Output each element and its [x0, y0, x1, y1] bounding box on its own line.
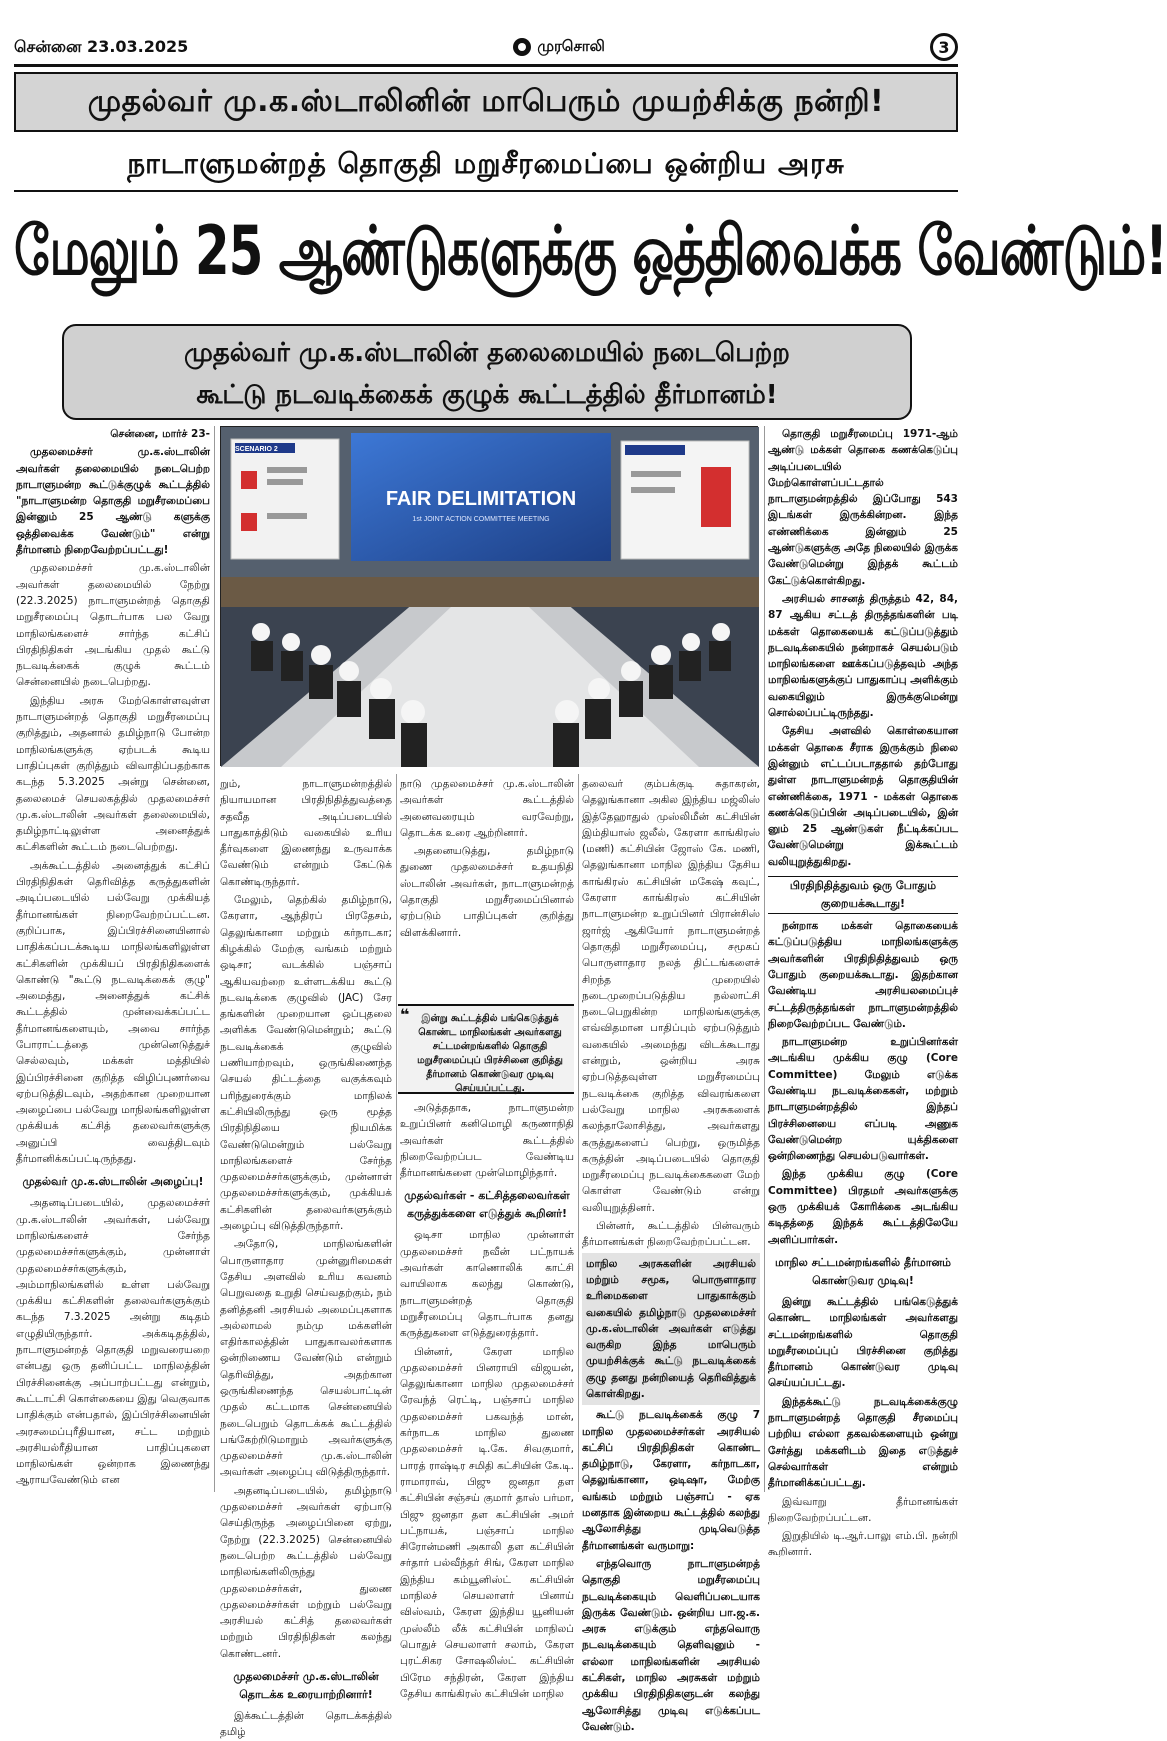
paragraph: இக்கூட்டத்தின் தொடக்கத்தில் தமிழ் — [220, 1710, 392, 1739]
headline-strap: நாடாளுமன்றத் தொகுதி மறுசீரமைப்பை ஒன்றிய அரசு — [127, 147, 845, 180]
paper-title: முரசொலி — [537, 37, 605, 55]
paragraph: பின்னர், கூட்டத்தில் பின்வரும் தீர்மானங்கள் நிறைவேற்றப்பட்டன. — [582, 1220, 760, 1249]
paragraph: முதலமைச்சர் மு.க.ஸ்டாலின் அவர்கள் தலைமையில் நேற்று (22.3.2025) நாடாளுமன்றத் தொகுதி மறுசீரமைப்பு தொடர்பாக பல வேறு மாநிலங்களைச் சார்ந்த கட்சிப் பிரதிநிதிகள் அடங்கிய முதல் கூட்டு நடவடிக்கைக் குழுக் கூட்டம் சென்னையில் நடைபெற்றது. — [16, 562, 210, 689]
quote-mark-icon: ❝ — [400, 1005, 410, 1024]
subheading: பிரதிநிதித்துவம் ஒரு போதும் குறையக்கூடாது! — [768, 876, 958, 914]
screen-subtitle: 1st JOINT ACTION COMMITTEE MEETING — [412, 516, 550, 523]
meeting-photo-illustration — [221, 427, 759, 767]
newspaper-logo-icon — [513, 38, 531, 56]
edition-date: சென்னை 23.03.2025 — [14, 36, 189, 56]
headline-box-line-1: முதல்வர் மு.க.ஸ்டாலின் தலைமையில் நடைபெற்ற — [183, 338, 791, 368]
article-column-1 — [16, 426, 210, 1492]
paragraph: இந்தக்கூட்டு நடவடிக்கைக்குழு நாடாளுமன்றத் தொகுதி சீரமைப்பு பற்றிய எல்லா தகவல்களையும் ஒன்று சேர்த்து மக்களிடம் இதை எடுத்துச் செல்வார்கள் என்றும் தீர்மானிக்கப்பட்டது. — [768, 1395, 958, 1490]
subheading: மாநில சட்டமன்றங்களில் தீர்மானம் கொண்டுவர முடிவு! — [774, 1255, 952, 1287]
paragraph: அதனடிப்படையில், முதலமைச்சர் மு.க.ஸ்டாலின் அவர்கள், பல்வேறு மாநிலங்களைச் சேர்ந்த முதலமைச்சர்களுக்கும், முன்னாள் முதலமைச்சர்களுக்கும், அம்மாநிலங்களில் உள்ள பல்வேறு முக்கிய கட்சிகளின் தலைவர்களுக்கும் கடந்த 7.3.2025 அன்று கடிதம் எழுதியிருந்தார். அக்கடிதத்தில், நாடாளுமன்றத் தொகுதி மறுவரையறை என்பது ஒரு தனிப்பட்ட மாநிலத்தின் பிரச்சினைக்கு அப்பாற்பட்டது என்றும், கூட்டாட்சி கொள்கையை இது வெகுவாக பாதிக்கும் என்பதால், இப்பிரச்சினையின் அரசமைப்புரீதியான, சட்ட மற்றும் அரசியல்ரீதியான பாதிப்புகளை மாநிலங்கள் ஒன்றாக இணைந்து ஆராயவேண்டும் என — [16, 1197, 210, 1487]
paragraph: றும், நாடாளுமன்றத்தில் நியாயமான பிரதிநிதித்துவத்தை சதவீத அடிப்படையில் பாதுகாத்திடும் வகையில் உரிய தீர்வுகளை இணைந்து உருவாக்க வேண்டும் என்றும் கேட்டுக் கொண்டிருந்தார். — [220, 778, 392, 888]
article-column-2 — [220, 776, 392, 1739]
paper-name — [188, 37, 930, 57]
headline-thanks: முதல்வர் மு.க.ஸ்டாலினின் மாபெரும் முயற்சிக்கு நன்றி! — [14, 72, 958, 132]
headline-box — [62, 324, 912, 420]
column-divider — [396, 774, 397, 1492]
column-divider — [764, 426, 765, 1492]
article-column-3-top — [400, 776, 574, 998]
paragraph: இந்திய அரசு மேற்கொள்ளவுள்ள நாடாளுமன்றத் தொகுதி மறுசீரமைப்பு குறித்தும், அதனால் தமிழ்நாடு போன்ற மாநிலங்களுக்கு ஏற்படக் கூடிய பாதிப்புகள் குறித்தும் விவாதிப்பதற்காக கடந்த 5.3.2025 அன்று சென்னை, தலைமைச் செயலகத்தில் முதலமைச்சர் மு.க.ஸ்டாலின் அவர்கள் தலைமையில், தமிழ்நாட்டிலுள்ள அனைத்துக் கட்சிகளின் கூட்டம் நடைபெற்றது. — [16, 694, 210, 854]
column-divider — [214, 426, 215, 1492]
pull-quote-text: இன்று கூட்டத்தில் பங்கெடுத்துக் கொண்ட மாநிலங்கள் அவர்களது சட்டமன்றங்களில் தொகுதி மறுசீரமைப்புப் பிரச்சினை குறித்து தீர்மானம் கொண்டுவர முடிவு செய்யப்பட்டது. — [417, 1013, 563, 1094]
paragraph: நன்றாக மக்கள் தொகையைக் கட்டுப்படுத்திய மாநிலங்களுக்கு அவர்களின் பிரதிநிதித்துவம் ஒரு போதும் குறையக்கூடாது. இதற்கான வேண்டிய அரசியலமைப்புச் சட்டத்திருத்தங்கள் நாடாளுமன்றத்தில் நிறைவேற்றப்பட வேண்டும். — [768, 920, 958, 1030]
paragraph: நாடாளுமன்ற உறுப்பினர்கள் அடங்கிய முக்கிய குழு (Core Committee) மேலும் எடுக்க வேண்டிய நடவடிக்கைகள், மற்றும் நாடாளுமன்றத்தில் இந்தப் பிரச்சினையை எப்படி அணுக வேண்டுமென்ற யுக்திகளை ஒன்றிணைந்து செயல்படுவார்கள். — [768, 1036, 958, 1163]
article-column-4 — [582, 776, 760, 1733]
paragraph: இவ்வாறு தீர்மானங்கள் நிறைவேற்றப்பட்டன. — [768, 1495, 958, 1524]
resolution-2: கூட்டு நடவடிக்கைக் குழு 7 மாநில முதலமைச்சர்கள் அரசியல் கட்சிப் பிரதிநிதிகள் கொண்ட தமிழ்நாடு, கேரளா, கர்நாடகா, தெலுங்கானா, ஒடிஷா, மேற்கு வங்கம் மற்றும் பஞ்சாப் - ஏக மனதாக இன்றைய கூட்டத்தில் கலந்து ஆலோசித்து முடிவெடுத்த தீர்மானங்கள் வருமாறு: — [582, 1409, 760, 1552]
paragraph: இன்று கூட்டத்தில் பங்கெடுத்துக் கொண்ட மாநிலங்கள் அவர்களது சட்டமன்றங்களில் தொகுதி மறுசீரமைப்புப் பிரச்சினை குறித்து தீர்மானம் கொண்டுவர முடிவு செய்யப்பட்டது. — [768, 1295, 958, 1390]
scenario-label: SCENARIO 2 — [235, 446, 278, 453]
paragraph: இறுதியில் டி.ஆர்.பாலு எம்.பி. நன்றி கூறினார். — [768, 1530, 958, 1559]
meeting-photo — [220, 426, 758, 766]
dateline: சென்னை, மார்ச் 23- — [110, 428, 210, 440]
resolution-1: மாநில அரசுகளின் அரசியல் மற்றும் சமூக, பொருளாதார உரிமைகளை பாதுகாக்கும் வகையில் தமிழ்நாடு முதலமைச்சர் மு.க.ஸ்டாலின் அவர்கள் எடுத்து வருகிற இந்த மாபெரும் முயற்சிக்குக் கூட்டு நடவடிக்கைக் குழு தனது நன்றியைத் தெரிவித்துக் கொள்கிறது. — [582, 1253, 760, 1406]
paragraph: தேசிய அளவில் கொள்கையான மக்கள் தொகை சீராக இருக்கும் நிலை இன்னும் எட்டப்படாததால் தற்போது துள்ள நாடாளுமன்றத் தொகுதியின் எண்ணிக்கை, 1971 - மக்கள் தொகை கணக்கெடுப்பின் அடிப்படையில், இன் னும் 25 ஆண்டுகள் நீட்டிக்கப்பட வேண்டுமென்று இக்கூட்டம் வலியுறுத்துகிறது. — [768, 725, 958, 868]
page-number: 3 — [930, 33, 958, 61]
paragraph: அதோடு, மாநிலங்களின் பொருளாதார முன்னுரிமைகள் தேசிய அளவில் உரிய கவனம் பெறுவதை உறுதி செய்வதற்கும், நம் தனித்தனி அரசியல் அமைப்புகளாக அல்லாமல் நம்மு மக்களின் எதிர்காலத்தின் பாதுகாவலர்களாக ஒன்றிணைய வேண்டும் என்றும் தெரிவித்து, அதற்கான ஒருங்கிணைந்த செயல்பாட்டின் முதல் கட்டமாக சென்னையில் நடைபெறும் தொடக்கக் கூட்டத்தில் பங்கேற்றிடுமாறும் அவர்களுக்கு முதலமைச்சர் மு.க.ஸ்டாலின் அவர்கள் அழைப்பு விடுத்திருந்தார். — [220, 1238, 392, 1479]
paragraph: அரசியல் சாசனத் திருத்தம் 42, 84, 87 ஆகிய சட்டத் திருத்தங்களின் படி மக்கள் தொகையைக் கட்டுப்படுத்தும் நடவடிக்கையில் நன்றாகச் செயல்படும் மாநிலங்களை ஊக்கப்படுத்தவும் அந்த மாநிலங்களுக்குப் பாதுகாப்பு அளிக்கும் வகையிலும் இருக்குமென்று சொல்லப்பட்டிருந்தது. — [768, 592, 958, 720]
article-column-5 — [768, 426, 958, 1559]
paragraph: பின்னர், கேரள மாநில முதலமைச்சர் பினராயி விஜயன், தெலுங்கானா மாநில முதலமைச்சர் ரேவந்த் ரெட்டி, பஞ்சாப் மாநில முதலமைச்சர் பகவந்த் மான், கர்நாடக மாநில துணை முதலமைச்சர் டி.கே. சிவகுமார், பாரத் ராஷ்டிர சமிதி கட்சியின் கே.டி. ராமாராவ், பிஜு ஜனதா தள கட்சியின் சஞ்சய் குமார் தாஸ் பர்மா, பிஜு ஜனதா தள கட்சியின் அமர் பட்நாயக், பஞ்சாப் மாநில சிரோன்மணி அகாலி தள கட்சியின் சர்தார் பல்வீந்தர் சிங், கேரள மாநில இந்திய கம்யூனிஸ்ட் கட்சியின் மாநிலச் செயலாளர் பினாய் விஸ்வம், கேரள இந்திய யூனியன் முஸ்லீம் லீக் கட்சியின் மாநிலப் பொதுச் செயலாளர் சலாம், கேரள புரட்சிகர சோஷலிஸ்ட் கட்சியின் பிரேம சந்திரன், கேரள இந்திய தேசிய காங்கிரஸ் கட்சியின் மாநில — [400, 1345, 574, 1700]
subheading: முதலமைச்சர் மு.க.ஸ்டாலின் தொடக்க உரையாற்றினார்! — [233, 1670, 379, 1702]
paragraph: அதனடிப்படையில், தமிழ்நாடு முதலமைச்சர் அவர்கள் ஏற்பாடு செய்திருந்த அழைப்பினை ஏற்று, நேற்று (22.3.2025) சென்னையில் நடைபெற்ற கூட்டத்தில் பல்வேறு மாநிலங்களிலிருந்து முதலமைச்சர்கள், துணை முதலமைச்சர்கள் மற்றும் பல்வேறு அரசியல் கட்சித் தலைவர்கள் மற்றும் பிரதிநிதிகள் கலந்து கொண்டனர். — [220, 1484, 392, 1660]
subheading: முதல்வர்கள் - கட்சித்தலைவர்கள் கருத்துக்களை எடுத்துக் கூறினர்! — [404, 1189, 570, 1221]
paragraph: அடுத்ததாக, நாடாளுமன்ற உறுப்பினர் கனிமொழி கருணாநிதி அவர்கள் கூட்டத்தில் நிறைவேற்றப்பட வேண்டிய தீர்மானங்களை முன்மொழிந்தார். — [400, 1102, 574, 1180]
masthead-rule — [14, 64, 958, 67]
pull-quote — [398, 1004, 574, 1094]
masthead — [14, 32, 958, 62]
subheading: முதல்வர் மு.க.ஸ்டாலின் அழைப்பு! — [22, 1175, 204, 1189]
headline-main: மேலும் 25 ஆண்டுகளுக்கு ஒத்திவைக்க வேண்டும்! — [14, 211, 1167, 291]
paragraph: தொகுதி மறுசீரமைப்பு 1971-ஆம் ஆண்டு மக்கள் தொகை கணக்கெடுப்பு அடிப்படையில் மேற்கொள்ளப்பட்டதால் நாடாளுமன்றத்தில் இப்போது 543 இடங்கள் இருக்கின்றன. இந்த எண்ணிக்கை இன்னும் 25 ஆண்டுகளுக்கு அதே நிலையில் இருக்க வேண்டுமென்று இந்தக் கூட்டம் கேட்டுக்கொள்கிறது. — [768, 428, 958, 587]
paragraph: ஒடிசா மாநில முன்னாள் முதலமைச்சர் நவீன் பட்நாயக் அவர்கள் காணொலிக் காட்சி வாயிலாக கலந்து கொண்டு, நாடாளுமன்றத் தொகுதி மறுசீரமைப்பு தொடர்பாக தனது கருத்துகளை எடுத்துரைத்தார். — [400, 1229, 574, 1340]
paragraph: அதனையடுத்து, தமிழ்நாடு துணை முதலமைச்சர் உதயநிதி ஸ்டாலின் அவர்கள், நாடாளுமன்றத் தொகுதி மறுசீரமைப்பினால் ஏற்படும் பாதிப்புகள் குறித்து விளக்கினார். — [400, 845, 574, 939]
paragraph: இந்த முக்கிய குழு (Core Committee) பிரதமர் அவர்களுக்கு ஒரு முக்கியக் கோரிக்கை அடங்கிய கடிதத்தை இந்தக் கூட்டத்திலேயே அளிப்பார்கள். — [768, 1168, 958, 1246]
resolution-3: எந்தவொரு நாடாளுமன்றத் தொகுதி மறுசீரமைப்பு நடவடிக்கையும் வெளிப்படையாக இருக்க வேண்டும். ஒன்றிய பா.ஜ.க. அரசு எடுக்கும் எந்தவொரு நடவடிக்கையும் தெளிவுனும் - எல்லா மாநிலங்களின் அரசியல் கட்சிகள், மாநில அரசுகள் மற்றும் முக்கிய பிரதிநிதிகளுடன் கலந்து ஆலோசித்து முடிவு எடுக்கப்பட வேண்டும். — [582, 1557, 760, 1733]
paragraph: தலைவர் கும்பக்குடி சுதாகரன், தெலுங்கானா அகில இந்திய மஜ்லிஸ் இத்தேஹாதுல் முஸ்லிமீன் கட்சியின் இம்தியாஸ் ஜலீல், கேரளா காங்கிரஸ் (மணி) கட்சியின் ஜோஸ் கே. மணி, தெலுங்கானா மாநில இந்திய தேசிய காங்கிரஸ் கட்சியின் மகேஷ் கவுட், கேரளா காங்கிரஸ் கட்சியின் நாடாளுமன்ற உறுப்பினர் பிரான்சிஸ் ஜார்ஜ் ஆகியோர் நாடாளுமன்றத் தொகுதி மறுசீரமைப்பு, சமூகப் பொருளாதார நலத் திட்டங்களைச் சிறந்த முறையில் நடைமுறைப்படுத்திய நல்லாட்சி நடைபெறுகின்ற மாநிலங்களுக்கு எவ்விதமான பாதிப்பும் ஏற்படுத்தும் வகையில் அமைந்து விடக்கூடாது என்றும், ஒன்றிய அரசு ஏற்படுத்தவுள்ள மறுசீரமைப்பு நடவடிக்கை குறித்த விவரங்களை பல்வேறு மாநில அரசுகளைக் கலந்தாலோசித்து, அவர்களது கருத்துகளைப் பெற்று, ஒருமித்த கருத்தின் அடிப்படையில் தொகுதி மறுசீரமைப்பு நடவடிக்கைகளை மேற் கொள்ள வேண்டும் என்று வலியுறுத்தினர். — [582, 778, 760, 1214]
lead-paragraph: முதலமைச்சர் மு.க.ஸ்டாலின் அவர்கள் தலைமையில் நடைபெற்ற நாடாளுமன்ற கூட்டுக்குழுக் கூட்டத்தில் "நாடாளுமன்ற தொகுதி மறுசீரமைப்பை இன்னும் 25 ஆண்டு களுக்கு ஒத்திவைக்க வேண்டும்" என்று தீர்மானம் நிறைவேற்றப்பட்டது! — [16, 446, 210, 557]
paragraph: நாடு முதலமைச்சர் மு.க.ஸ்டாலின் அவர்கள் கூட்டத்தில் அனைவரையும் வரவேற்று, தொடக்க உரை ஆற்றினார். — [400, 778, 574, 839]
paragraph: அக்கூட்டத்தில் அனைத்துக் கட்சிப் பிரதிநிதிகள் தெரிவித்த கருத்துகளின் அடிப்படையில் பல்வேறு முக்கியத் தீர்மானங்கள் நிறைவேற்றப்பட்டன. குறிப்பாக, இப்பிரச்சினையினால் பாதிக்கப்படக்கூடிய மாநிலங்களிலுள்ள கட்சிகளின் முக்கியப் பிரதிநிதிகளைக் கொண்டு "கூட்டு நடவடிக்கைக் குழு" அமைத்து, அனைத்துக் கட்சிக் கூட்டத்தில் முன்வைக்கப்பட்ட தீர்மானங்களையும், அவை சார்ந்த போராட்டத்தை முன்னெடுத்துச் செல்லவும், மக்கள் மத்தியில் இப்பிரச்சினை குறித்த விழிப்புணர்வை ஏற்படுத்திடவும், அதற்கான முறையான அழைப்பை பல்வேறு மாநிலங்களிலுள்ள முக்கியக் கட்சித் தலைவர்களுக்கு அனுப்பி வைத்திடவும் தீர்மானிக்கப்பட்டிருந்தது. — [16, 859, 210, 1166]
screen-title: FAIR DELIMITATION — [385, 488, 577, 510]
paragraph: மேலும், தெற்கில் தமிழ்நாடு, கேரளா, ஆந்திரப் பிரதேசம், தெலுங்கானா மற்றும் கர்நாடகா; கிழக்கில் மேற்கு வங்கம் மற்றும் ஒடிசா; வடக்கில் பஞ்சாப் ஆகியவற்றை உள்ளடக்கிய கூட்டு நடவடிக்கை குழுவில் (JAC) சேர தங்களின் முறையான ஒப்புதலை அளிக்க வேண்டுமென்றும்; கூட்டு நடவடிக்கைக் குழுவில் பணியாற்றவும், ஒருங்கிணைந்த செயல் திட்டத்தை வகுக்கவும் பரிந்துரைக்கும் மாநிலக் கட்சியிலிருந்து ஒரு மூத்த பிரதிநிதியை நியமிக்க வேண்டுமென்றும் பல்வேறு மாநிலங்களைச் சேர்ந்த முதலமைச்சர்களுக்கும், முன்னாள் முதலமைச்சர்களுக்கும், முக்கியக் கட்சிகளின் தலைவர்களுக்கும் அழைப்பு விடுத்திருந்தார். — [220, 894, 392, 1233]
column-divider — [578, 774, 579, 1492]
article-column-3-bottom — [400, 1100, 574, 1700]
headline-box-line-2: கூட்டு நடவடிக்கைக் குழுக் கூட்டத்தில் தீர்மானம்! — [196, 380, 778, 410]
